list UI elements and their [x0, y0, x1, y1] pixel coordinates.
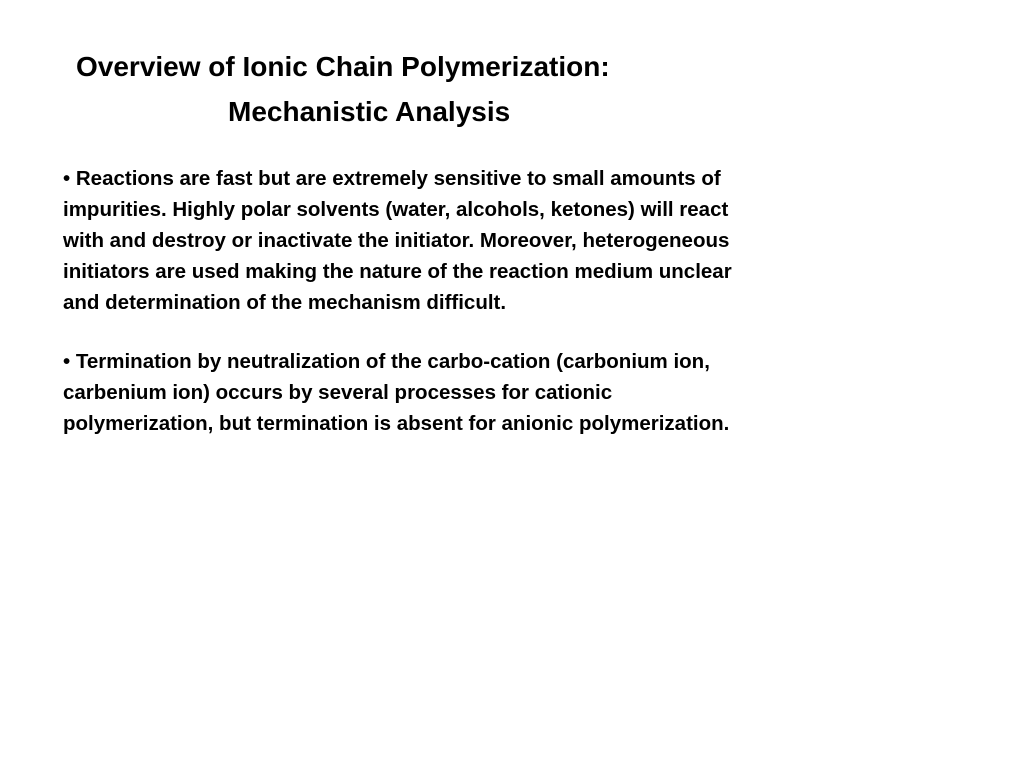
slide-title: [76, 44, 610, 134]
bullet-paragraph-impurities: [63, 163, 913, 318]
paragraph-line: • Reactions are fast but are extremely sensitive to small amounts of: [63, 167, 721, 190]
title-line: Mechanistic Analysis: [228, 96, 511, 127]
bullet-paragraph-termination: [63, 346, 913, 439]
paragraph-line: polymerization, but termination is absent for anionic polymerization.: [63, 412, 730, 435]
paragraph-line: carbenium ion) occurs by several processes for cationic: [63, 381, 613, 404]
paragraph-line: and determination of the mechanism difficult.: [63, 291, 507, 314]
title-line: Overview of Ionic Chain Polymerization:: [76, 51, 610, 82]
paragraph-line: • Termination by neutralization of the carbo-cation (carbonium ion,: [63, 350, 710, 373]
paragraph-line: initiators are used making the nature of the reaction medium unclear: [63, 260, 732, 283]
paragraph-line: with and destroy or inactivate the initiator. Moreover, heterogeneous: [63, 229, 730, 252]
paragraph-line: impurities. Highly polar solvents (water, alcohols, ketones) will react: [63, 198, 729, 221]
